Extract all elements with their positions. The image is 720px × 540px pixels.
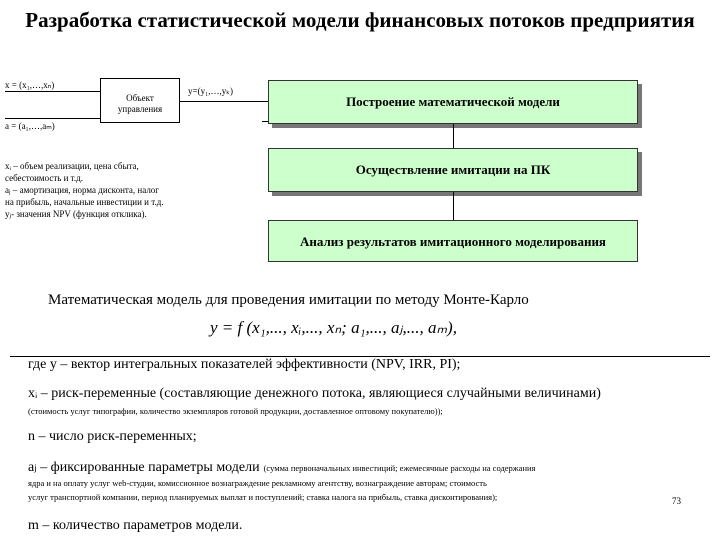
- bullet-m-definition: m – количество параметров модели.: [28, 518, 243, 533]
- flow-line-1: [453, 124, 454, 148]
- model-formula: [210, 318, 457, 338]
- control-object-line2: управления: [117, 104, 163, 114]
- input-a-arrow: [5, 118, 100, 119]
- output-label: y=(y₁,…,yₖ): [188, 86, 234, 96]
- bullet-a-examples-3: услуг транспортной компании, период планируемых выплат и поступлений; ставка налога на прибыль, ставка дисконтирования);: [28, 492, 498, 502]
- control-object-box: [100, 78, 180, 123]
- step-build-model: Построение математической модели: [268, 80, 638, 124]
- formula-rhs: = f (x₁,..., xᵢ,..., xₙ; a₁,..., aⱼ,..., aₘ),: [221, 318, 457, 337]
- legend-line: aⱼ – амортизация, норма дисконта, налог: [5, 185, 160, 195]
- page-title: Разработка статистической модели финансовых потоков предприятия: [25, 8, 695, 32]
- flow-line-2: [453, 192, 454, 220]
- page-number: 73: [672, 496, 681, 506]
- input-a-label: a = (a₁,…,aₘ): [5, 121, 55, 131]
- step-analysis: Анализ результатов имитационного моделирования: [268, 220, 638, 262]
- bullet-a-inline: (сумма первоначальных инвестиций; ежемесячные расходы на содержания: [263, 463, 536, 473]
- control-object-line1: Объект: [126, 93, 154, 103]
- formula-lhs: y: [210, 318, 218, 337]
- bullet-x-definition: xᵢ – риск-переменные (составляющие денежного потока, являющиеся случайными величинами): [28, 386, 601, 401]
- legend-line: на прибыль, начальные инвестиции и т.д.: [5, 197, 164, 207]
- variable-legend: [5, 160, 255, 220]
- input-x-arrow: [5, 91, 100, 92]
- bullet-a-definition: [28, 458, 535, 476]
- bullet-n-definition: n – число риск-переменных;: [28, 429, 197, 444]
- output-arrow: [180, 101, 268, 102]
- input-x-label: x = (x₁,…,xₙ): [5, 80, 55, 90]
- step-simulation: Осуществление имитации на ПК: [268, 148, 638, 192]
- bullet-a-examples-2: ядра и на оплату услуг web-студии, комиссионное вознаграждение рекламному агентству, вознаграждение авторам; стоимость: [28, 478, 487, 488]
- bullet-x-examples: (стоимость услуг типографии, количество экземпляров готовой продукции, доставленное оптовому покупателю));: [28, 406, 443, 416]
- monte-carlo-heading: Математическая модель для проведения имитации по методу Монте-Карло: [48, 292, 529, 308]
- bullet-y-definition: где y – вектор интегральных показателей эффективности (NPV, IRR, PI);: [28, 357, 461, 372]
- legend-line: xᵢ – объем реализации, цена сбыта,: [5, 161, 139, 171]
- legend-line: yⱼ- значения NPV (функция отклика).: [5, 209, 147, 219]
- legend-line: себестоимость и т.д.: [5, 173, 84, 183]
- bullet-a-main: aⱼ – фиксированные параметры модели: [28, 460, 260, 475]
